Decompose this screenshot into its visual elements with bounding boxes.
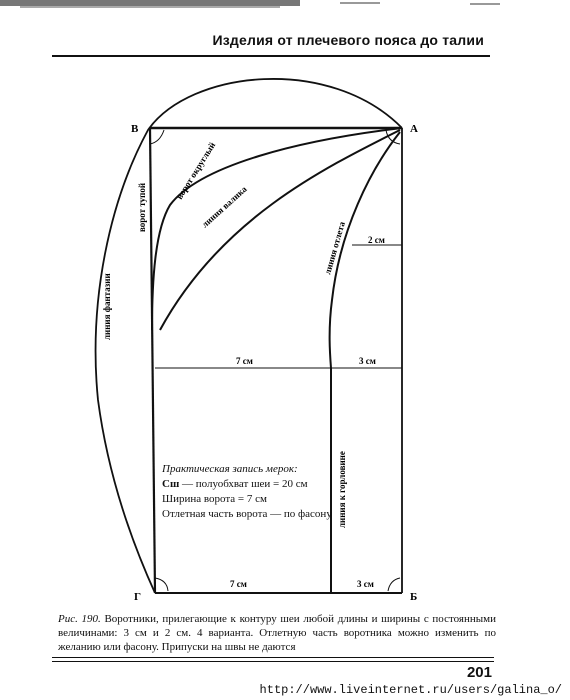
notes-line: Ширина ворота = 7 см [162, 493, 267, 505]
rounded-collar-label: ворот округлый [174, 140, 218, 202]
measurement-notes [162, 462, 332, 522]
measure-bottom-right: 3 см [357, 579, 374, 589]
point-a-label: А [410, 123, 418, 135]
caption-text: Воротники, прилегающие к контуру шеи любой длины и ширины с постоянными величинами: 3 см и 2 см. 4 варианта. Отлетную часть воротника можно изменить по желанию или фасону. Припуски на швы не даются [58, 613, 496, 653]
fantasy-line-label: линия фантазии [102, 273, 112, 340]
line-v-g [150, 128, 155, 593]
footer-rule [52, 661, 494, 662]
blunt-collar-label: ворот тупой [137, 182, 147, 232]
point-b-label: Б [410, 591, 418, 603]
neckline-line-label: линия к горловине [337, 451, 347, 528]
fall-line-label: линия отлета [322, 220, 347, 276]
measure-top-right: 2 см [368, 235, 385, 245]
point-g-label: Г [134, 591, 141, 603]
point-v-label: В [131, 123, 139, 135]
rounded-collar-line [152, 128, 402, 330]
measure-mid-right: 3 см [359, 356, 376, 366]
figure-caption [58, 612, 496, 654]
notes-line: Отлетная часть ворота — по фасону [162, 508, 332, 520]
page-number: 201 [466, 664, 492, 681]
notes-title: Практическая запись мерок: [162, 463, 298, 475]
figure-number: Рис. 190. [58, 613, 101, 625]
running-header: Изделия от плечевого пояса до талии [212, 32, 484, 48]
measure-bottom-left: 7 см [230, 579, 247, 589]
footer-rule [52, 657, 494, 658]
notes-line: Сш — полуобхват шеи = 20 см [162, 478, 308, 490]
measure-mid-left: 7 см [236, 356, 253, 366]
source-url: http://www.liveinternet.ru/users/galina_o/ [259, 683, 562, 697]
roll-line-label: линия валика [199, 183, 249, 230]
